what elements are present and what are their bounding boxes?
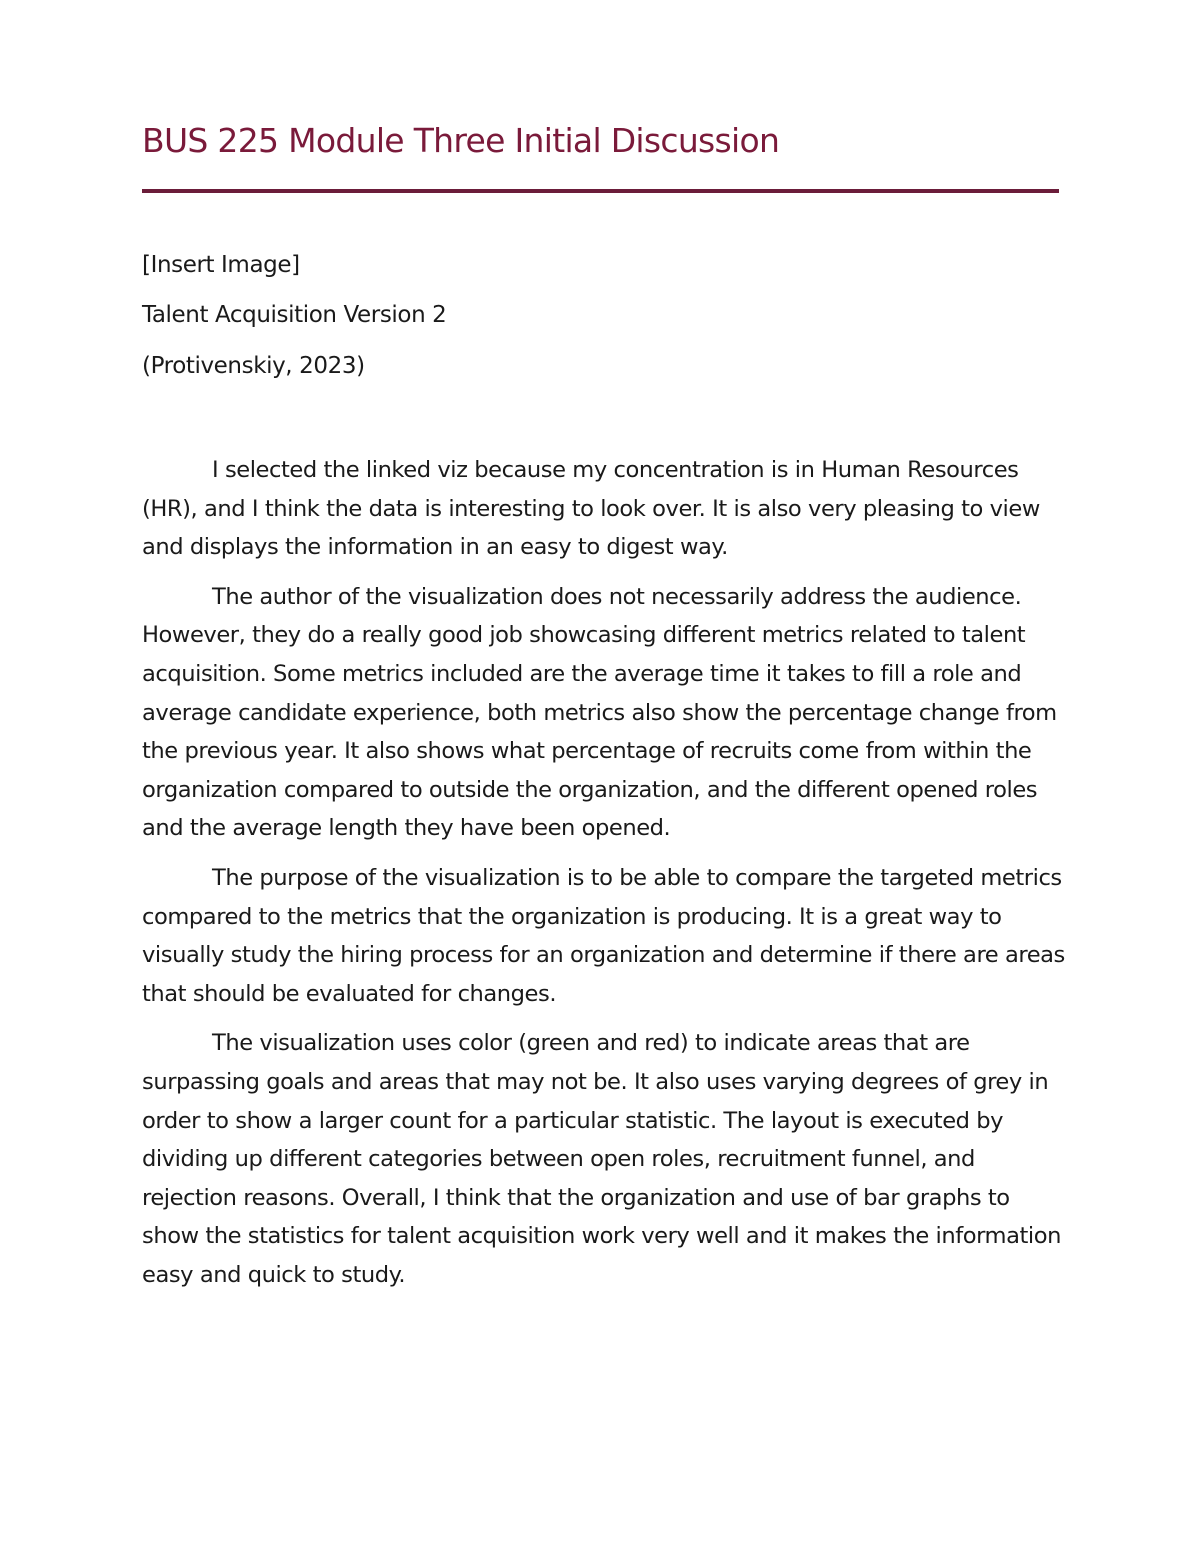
discussion-body [142,451,1067,1305]
image-placeholder: [Insert Image] [142,252,300,278]
paragraph-4: The visualization uses color (green and red) to indicate areas that are surpassing goals and areas that may not be. It also uses varying degrees of grey in order to show a larger count for a particular statistic. The layout is executed by dividing up different categories between open roles, recruitment funnel, and rejection reasons. Overall, I think that the organization and use of bar graphs to show the statistics for talent acquisition work very well and it makes the information easy and quick to study. [142,1030,1061,1288]
document-title: BUS 225 Module Three Initial Discussion [142,121,780,160]
paragraph-2: The author of the visualization does not necessarily address the audience. However, they do a really good job showcasing different metrics related to talent acquisition. Some metrics included are the average time it takes to fill a role and average candidate experience, both metrics also show the percentage change from the previous year. It also shows what percentage of recruits come from within the organization compared to outside the organization, and the different opened roles and the average length they have been opened. [142,583,1057,842]
paragraph-3: The purpose of the visualization is to be able to compare the targeted metrics compared to the metrics that the organization is producing. It is a great way to visually study the hiring process for an organization and determine if there are areas that should be evaluated for changes. [142,864,1065,1007]
title-divider [142,189,1059,193]
paragraph-1: I selected the linked viz because my concentration is in Human Resources (HR), and I think the data is interesting to look over. It is also very pleasing to view and displays the information in an easy to digest way. [142,457,1040,561]
image-citation: (Protivenskiy, 2023) [142,353,365,379]
image-caption: Talent Acquisition Version 2 [142,302,447,328]
